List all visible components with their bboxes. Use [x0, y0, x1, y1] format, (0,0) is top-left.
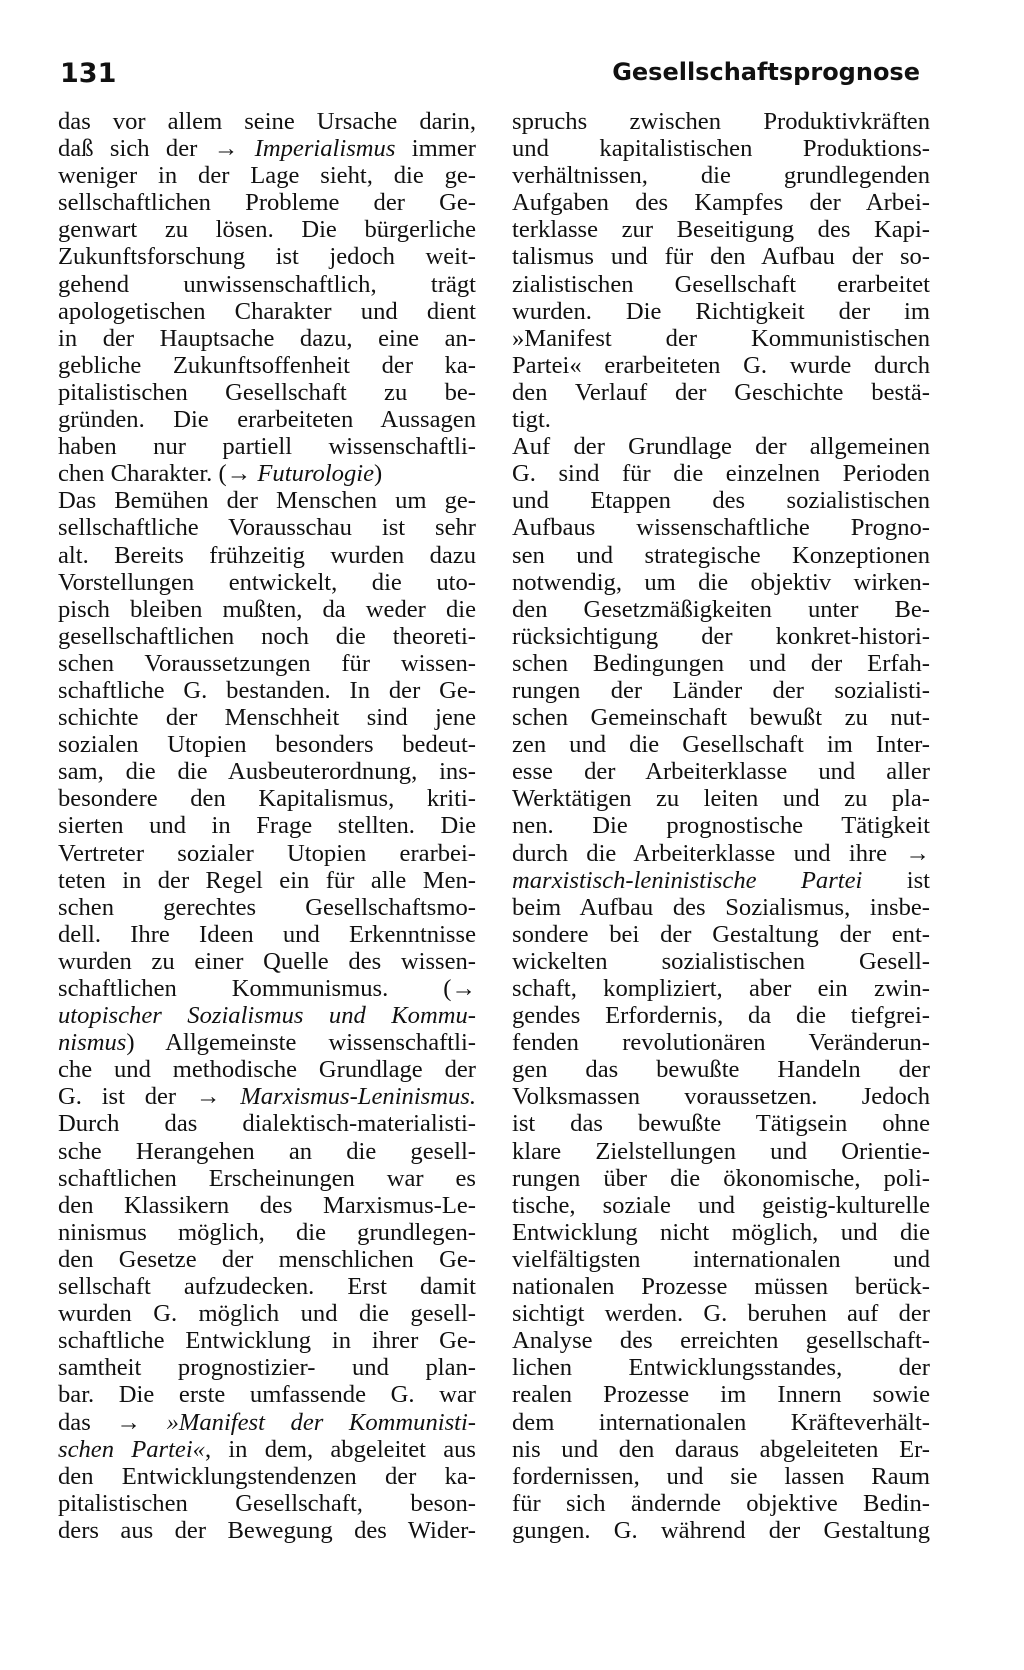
text-segment: den Klassikern des Marxismus-Le- — [58, 1191, 476, 1219]
text-line — [58, 1490, 476, 1517]
page-number: 131 — [60, 58, 117, 89]
text-line — [58, 1029, 476, 1056]
text-line — [58, 840, 476, 867]
text-segment: schen Gemeinschaft bewußt zu nut- — [512, 704, 930, 732]
cross-reference: nismus — [58, 1029, 127, 1057]
text-segment: schaftlichen Kommunismus. ( — [58, 975, 452, 1002]
text-line — [58, 1002, 476, 1029]
text-line — [512, 379, 930, 406]
text-segment: schaftliche Entwicklung in ihrer Ge- — [58, 1327, 476, 1355]
text-line — [58, 298, 476, 325]
text-segment: besondere den Kapitalismus, kriti- — [58, 785, 476, 813]
text-line — [512, 108, 930, 135]
text-line — [512, 487, 930, 514]
text-line — [58, 433, 476, 460]
text-segment: sche Herangehen an die gesell- — [58, 1137, 476, 1165]
text-segment: notwendig, um die objektiv wirken- — [512, 568, 930, 596]
text-segment: wickelten sozialistischen Gesell- — [512, 947, 930, 975]
cross-reference: → »Manifest der Kommunisti- — [116, 1408, 476, 1436]
text-segment: gen das bewußte Handeln der — [512, 1056, 930, 1084]
text-line — [512, 1029, 930, 1056]
text-segment: ninismus möglich, die grundlegen- — [58, 1218, 476, 1246]
text-line — [58, 325, 476, 352]
text-segment: sichtigt werden. G. beruhen auf der — [512, 1300, 930, 1328]
text-line — [512, 514, 930, 541]
text-line — [58, 1327, 476, 1354]
text-segment: Vertreter sozialer Utopien erarbei- — [58, 839, 476, 867]
page-header — [58, 58, 920, 92]
text-line — [58, 623, 476, 650]
text-segment: alt. Bereits frühzeitig wurden dazu — [58, 541, 476, 569]
text-segment: Volksmassen voraussetzen. Jedoch — [512, 1083, 930, 1111]
text-line — [58, 243, 476, 270]
text-line — [58, 650, 476, 677]
text-line — [512, 1219, 930, 1246]
running-head: Gesellschaftsprognose — [612, 58, 920, 86]
text-line — [512, 135, 930, 162]
text-segment: und kapitalistischen Produktions- — [512, 135, 930, 163]
text-segment: talismus und für den Aufbau der so- — [512, 243, 930, 271]
text-line — [58, 406, 476, 433]
text-segment: sellschaft aufzudecken. Erst damit — [58, 1273, 476, 1301]
text-line — [512, 785, 930, 812]
text-segment: beim Aufbau des Sozialismus, insbe- — [512, 893, 930, 921]
text-segment: Aufbaus wissenschaftliche Progno- — [512, 514, 930, 542]
text-segment: teten in der Regel ein für alle Men- — [58, 866, 476, 894]
text-line — [512, 325, 930, 352]
text-line — [58, 569, 476, 596]
text-line — [58, 1354, 476, 1381]
text-line — [58, 731, 476, 758]
text-line — [58, 514, 476, 541]
text-segment: Werktätigen zu leiten und zu pla- — [512, 785, 930, 813]
text-segment: Analyse des erreichten gesellschaft- — [512, 1327, 930, 1355]
text-segment: wurden G. möglich und die gesell- — [58, 1300, 476, 1328]
text-line — [512, 1273, 930, 1300]
text-segment: fordernissen, und sie lassen Raum — [512, 1462, 930, 1490]
text-line — [58, 487, 476, 514]
text-line — [58, 785, 476, 812]
text-segment: nen. Die prognostische Tätigkeit — [512, 812, 930, 840]
text-line — [512, 1083, 930, 1110]
text-segment: und Etappen des sozialistischen — [512, 487, 930, 515]
text-segment: dell. Ihre Ideen und Erkenntnisse — [58, 920, 476, 948]
text-line — [512, 677, 930, 704]
text-segment: spruchs zwischen Produktivkräften — [512, 108, 930, 135]
text-segment: , in dem, abgeleitet aus — [204, 1435, 476, 1463]
text-line — [58, 975, 476, 1002]
text-line — [58, 542, 476, 569]
text-segment: gesellschaftlichen noch die theoreti- — [58, 622, 476, 650]
text-segment: den Gesetzmäßigkeiten unter Be- — [512, 595, 930, 623]
text-line — [58, 948, 476, 975]
text-line — [512, 812, 930, 839]
text-segment: esse der Arbeiterklasse und aller — [512, 758, 930, 786]
left-column — [58, 108, 476, 1544]
text-segment: Vorstellungen entwickelt, die uto- — [58, 568, 476, 596]
right-column — [512, 108, 930, 1544]
text-line — [512, 162, 930, 189]
text-line — [58, 677, 476, 704]
text-segment: klare Zielstellungen und Orientie- — [512, 1137, 930, 1165]
text-segment: nationalen Prozesse müssen berück- — [512, 1273, 930, 1301]
text-line — [512, 1463, 930, 1490]
text-line — [512, 840, 930, 867]
text-segment: sierten und in Frage stellten. Die — [58, 812, 476, 840]
text-segment: G. ist der — [58, 1083, 196, 1111]
text-segment: schaft, kompliziert, aber ein zwin- — [512, 975, 930, 1002]
text-line — [512, 1110, 930, 1137]
text-segment: fenden revolutionären Veränderun- — [512, 1029, 930, 1057]
cross-reference: schen Partei« — [58, 1435, 205, 1463]
text-line — [512, 352, 930, 379]
text-line — [58, 216, 476, 243]
text-segment: ) — [374, 460, 383, 488]
text-segment: das — [58, 1408, 117, 1436]
text-line — [58, 1056, 476, 1083]
text-segment: vielfältigsten internationalen und — [512, 1245, 930, 1273]
text-line — [58, 704, 476, 731]
text-line — [512, 1192, 930, 1219]
text-segment: zen und die Gesellschaft im Inter- — [512, 731, 930, 759]
text-segment: Das Bemühen der Menschen um ge- — [58, 487, 476, 515]
text-segment: Aufgaben des Kampfes der Arbei- — [512, 189, 930, 217]
text-segment: verhältnissen, die grundlegenden — [512, 162, 930, 190]
text-line — [512, 271, 930, 298]
text-segment: nis und den daraus abgeleiteten Er- — [512, 1435, 930, 1463]
text-line — [58, 135, 476, 162]
text-line — [512, 1517, 930, 1544]
text-line — [512, 569, 930, 596]
text-line — [58, 1138, 476, 1165]
text-segment: in der Hauptsache dazu, eine an- — [58, 324, 476, 352]
text-line — [512, 460, 930, 487]
text-segment: durch die Arbeiterklasse und ihre — [512, 839, 906, 867]
text-line — [512, 623, 930, 650]
text-line — [512, 1002, 930, 1029]
text-line — [58, 1273, 476, 1300]
text-segment: rücksichtigung der konkret-histori- — [512, 622, 930, 650]
text-segment: ) Allgemeinste wissenschaftli- — [126, 1029, 476, 1057]
text-line — [512, 758, 930, 785]
text-segment: gungen. G. während der Gestaltung — [512, 1516, 930, 1544]
text-line — [58, 352, 476, 379]
text-segment: sam, die die Ausbeuterordnung, ins- — [58, 758, 476, 786]
text-line — [512, 433, 930, 460]
text-segment: Durch das dialektisch-materialisti- — [58, 1110, 476, 1138]
text-line — [512, 1138, 930, 1165]
text-segment: sondere bei der Gestaltung der ent- — [512, 920, 930, 948]
text-line — [58, 1436, 476, 1463]
text-segment: sellschaftliche Vorausschau ist sehr — [58, 514, 476, 542]
text-line — [512, 1300, 930, 1327]
text-segment: ist das bewußte Tätigsein ohne — [512, 1110, 930, 1138]
text-segment: wurden zu einer Quelle des wissen- — [58, 947, 476, 975]
text-line — [512, 948, 930, 975]
text-line — [58, 1219, 476, 1246]
text-line — [58, 162, 476, 189]
text-line — [58, 1192, 476, 1219]
text-segment: sen und strategische Konzeptionen — [512, 541, 930, 569]
text-segment: apologetischen Charakter und dient — [58, 297, 476, 325]
cross-reference: Imperialismus — [254, 135, 396, 163]
text-line — [512, 975, 930, 1002]
text-line — [58, 867, 476, 894]
text-segment: samtheit prognostizier- und plan- — [58, 1354, 476, 1382]
text-segment: ders aus der Bewegung des Wider- — [58, 1516, 476, 1544]
text-line — [58, 189, 476, 216]
cross-reference: utopischer Sozialismus und Kommu- — [58, 1002, 476, 1030]
text-segment: schen Voraussetzungen für wissen- — [58, 649, 476, 677]
text-line — [512, 1490, 930, 1517]
text-line — [512, 1165, 930, 1192]
text-segment: terklasse zur Beseitigung des Kapi- — [512, 216, 930, 244]
cross-reference: → — [213, 135, 239, 163]
text-segment: pisch bleiben mußten, da weder die — [58, 595, 476, 623]
text-segment: tigt. — [512, 406, 551, 434]
text-segment: haben nur partiell wissenschaftli- — [58, 433, 476, 461]
text-segment: rungen der Länder der sozialisti- — [512, 676, 930, 704]
text-line — [512, 596, 930, 623]
text-line — [512, 894, 930, 921]
text-segment: che und methodische Grundlage der — [58, 1056, 476, 1084]
text-line — [512, 921, 930, 948]
text-line — [58, 1083, 476, 1110]
text-segment: schaftliche G. bestanden. In der Ge- — [58, 676, 476, 704]
text-segment: tische, soziale und geistig-kulturelle — [512, 1191, 930, 1219]
text-segment: rungen über die ökonomische, poli- — [512, 1164, 930, 1192]
text-segment: bar. Die erste umfassende G. war — [58, 1381, 476, 1409]
text-line — [512, 1056, 930, 1083]
text-line — [512, 216, 930, 243]
text-line — [58, 271, 476, 298]
text-segment: schaftlichen Erscheinungen war es — [58, 1164, 476, 1192]
text-line — [512, 1381, 930, 1408]
text-line — [58, 108, 476, 135]
text-line — [512, 1354, 930, 1381]
text-segment: weniger in der Lage sieht, die ge- — [58, 162, 476, 190]
cross-reference: → Futurologie — [226, 460, 374, 488]
text-line — [58, 460, 476, 487]
cross-reference: → — [905, 839, 930, 867]
cross-reference: → — [451, 975, 476, 1002]
text-segment: Entwicklung nicht möglich, und die — [512, 1218, 930, 1246]
text-line — [512, 1246, 930, 1273]
text-segment: Partei« erarbeiteten G. wurde durch — [512, 351, 930, 379]
text-segment: pitalistischen Gesellschaft zu be- — [58, 378, 476, 406]
text-line — [512, 704, 930, 731]
text-line — [512, 243, 930, 270]
text-line — [58, 812, 476, 839]
text-line — [512, 731, 930, 758]
text-segment: G. sind für die einzelnen Perioden — [512, 460, 930, 488]
text-segment: den Entwicklungstendenzen der ka- — [58, 1462, 476, 1490]
text-line — [512, 298, 930, 325]
text-line — [58, 1300, 476, 1327]
text-segment: ist — [862, 866, 931, 894]
text-line — [58, 379, 476, 406]
text-line — [58, 758, 476, 785]
text-line — [58, 1463, 476, 1490]
text-segment: lichen Entwicklungsstandes, der — [512, 1354, 930, 1382]
cross-reference: marxistisch-leninistische Partei — [512, 866, 863, 894]
text-segment: wurden. Die Richtigkeit der im — [512, 297, 930, 325]
text-line — [512, 542, 930, 569]
text-segment: zialistischen Gesellschaft erarbeitet — [512, 270, 930, 298]
text-line — [58, 1409, 476, 1436]
text-line — [512, 1409, 930, 1436]
text-segment: genwart zu lösen. Die bürgerliche — [58, 216, 476, 244]
text-segment: chen Charakter. ( — [58, 460, 227, 488]
text-line — [512, 1327, 930, 1354]
text-segment: den Verlauf der Geschichte bestä- — [512, 378, 930, 406]
text-segment: dem internationalen Kräfteverhält- — [512, 1408, 930, 1436]
cross-reference: → Marxismus-Leninismus. — [195, 1083, 476, 1111]
text-line — [58, 1110, 476, 1137]
text-segment: realen Prozesse im Innern sowie — [512, 1381, 930, 1409]
text-line — [58, 894, 476, 921]
text-line — [58, 1381, 476, 1408]
text-segment: immer — [395, 135, 476, 163]
text-line — [58, 1246, 476, 1273]
text-segment: schen Bedingungen und der Erfah- — [512, 649, 930, 677]
text-segment: schichte der Menschheit sind jene — [58, 704, 476, 732]
text-segment: für sich ändernde objektive Bedin- — [512, 1489, 930, 1517]
text-segment: Auf der Grundlage der allgemeinen — [512, 433, 930, 461]
text-line — [512, 1436, 930, 1463]
text-segment: Zukunftsforschung ist jedoch weit- — [58, 243, 476, 271]
text-segment: »Manifest der Kommunistischen — [512, 324, 930, 352]
text-line — [58, 1517, 476, 1544]
text-segment: sozialen Utopien besonders bedeut- — [58, 731, 476, 759]
text-line — [58, 921, 476, 948]
text-line — [58, 1165, 476, 1192]
text-segment: daß sich der — [58, 135, 214, 163]
text-segment: gebliche Zukunftsoffenheit der ka- — [58, 351, 476, 379]
text-line — [512, 650, 930, 677]
text-segment: gründen. Die erarbeiteten Aussagen — [58, 406, 476, 434]
text-segment: gendes Erfordernis, da die tiefgrei- — [512, 1002, 930, 1030]
text-segment: gehend unwissenschaftlich, trägt — [58, 270, 476, 298]
text-segment: das vor allem seine Ursache darin, — [58, 108, 476, 135]
text-line — [512, 406, 930, 433]
text-segment: schen gerechtes Gesellschaftsmo- — [58, 893, 476, 921]
text-segment: den Gesetze der menschlichen Ge- — [58, 1245, 476, 1273]
text-segment: pitalistischen Gesellschaft, beson- — [58, 1489, 476, 1517]
text-line — [58, 596, 476, 623]
text-segment — [238, 135, 254, 162]
text-segment: sellschaftlichen Probleme der Ge- — [58, 189, 476, 217]
text-line — [512, 867, 930, 894]
text-line — [512, 189, 930, 216]
